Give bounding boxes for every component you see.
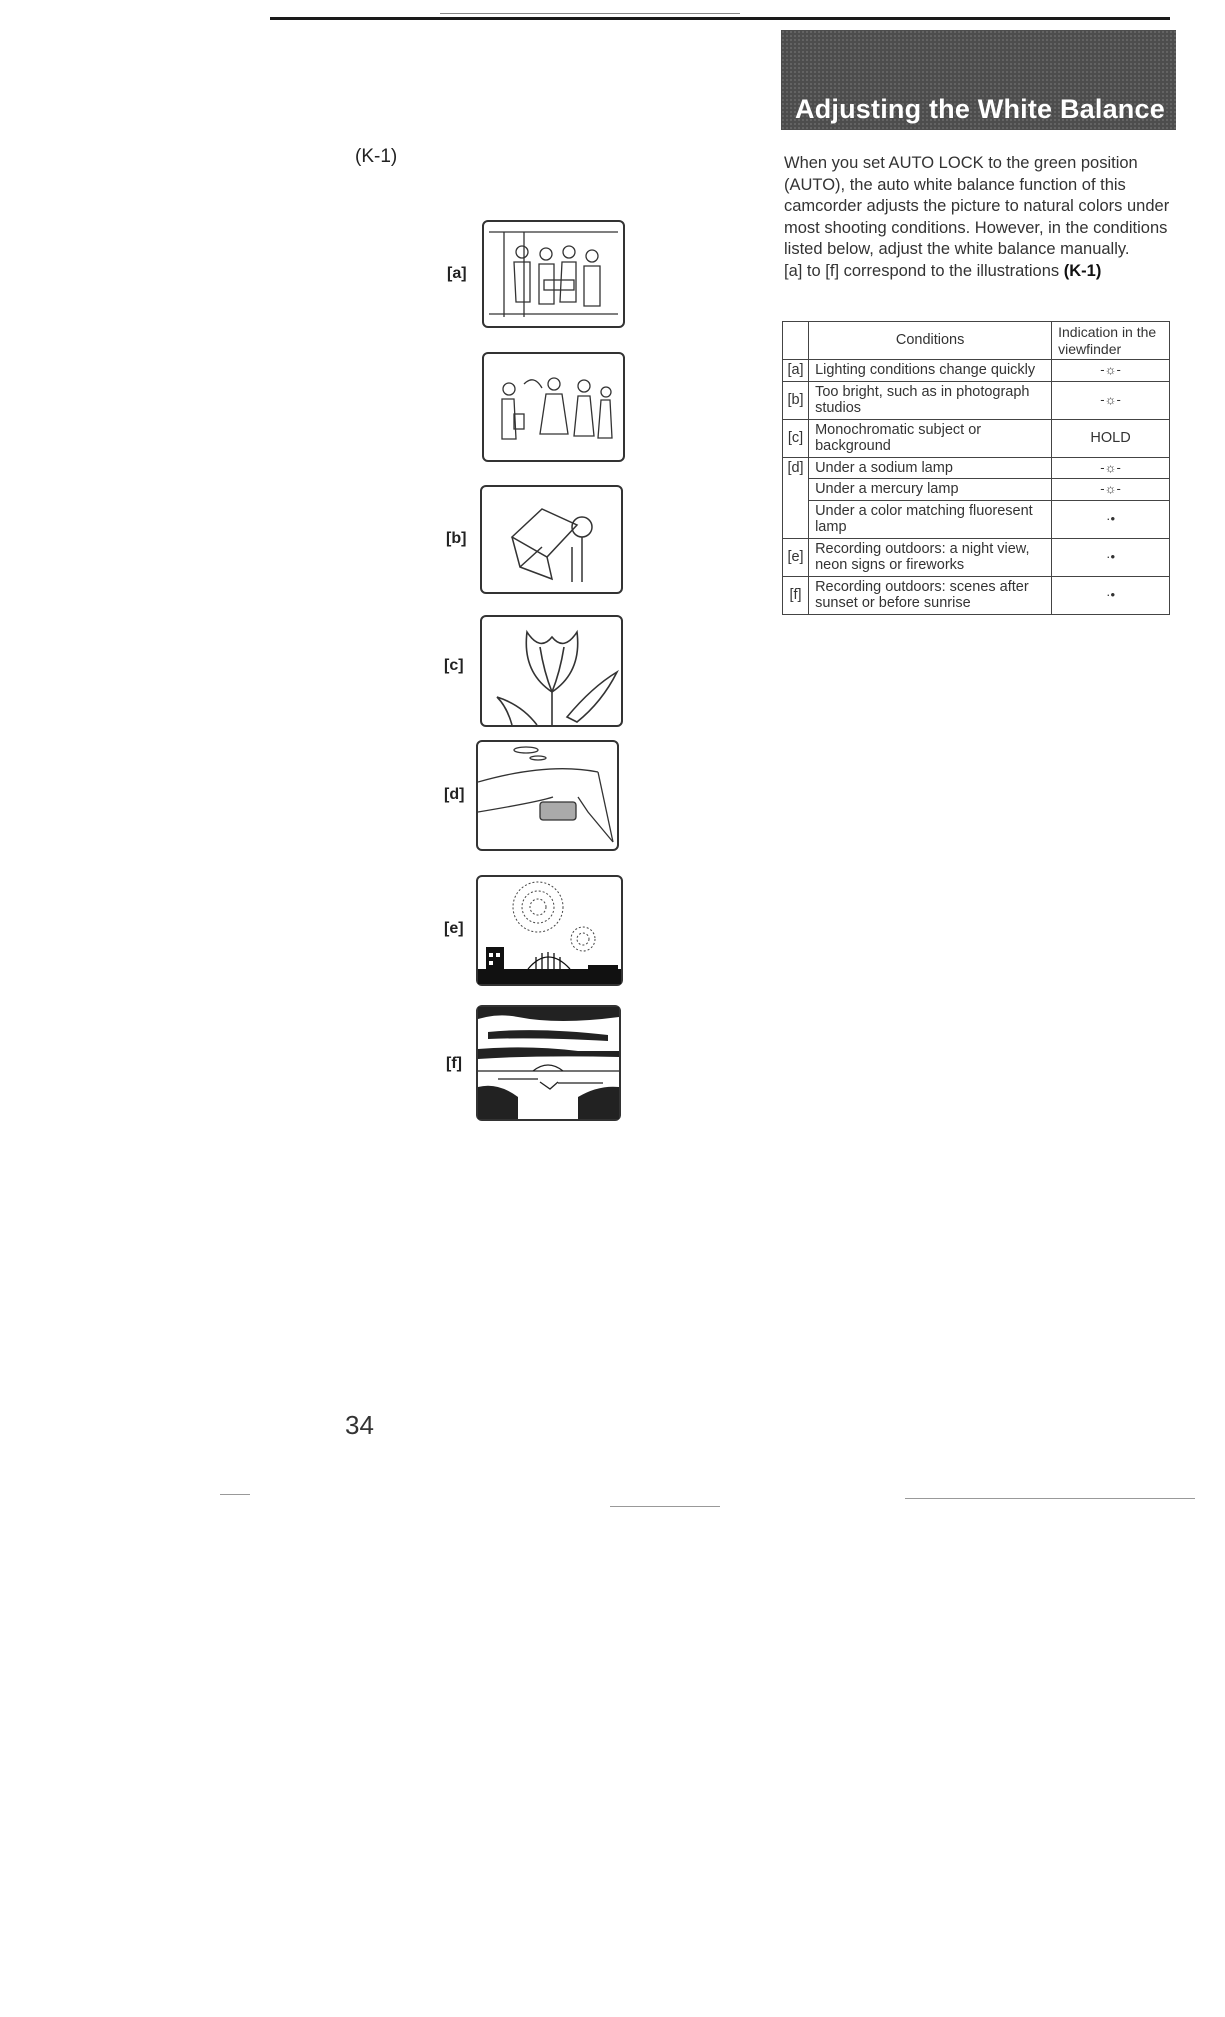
scan-artifact <box>905 1498 1195 1499</box>
top-rule-thin <box>440 13 740 14</box>
conditions-table <box>782 321 1170 615</box>
row-letter: [b] <box>783 381 809 419</box>
row-letter: [d] <box>783 457 809 538</box>
figure-item-f <box>476 1005 621 1121</box>
row-letter: [c] <box>783 419 809 457</box>
row-indication: -☼- <box>1052 457 1170 479</box>
page-number: 34 <box>345 1410 374 1440</box>
figure-item-a2 <box>482 352 625 462</box>
figure-item-letter-a: [a] <box>447 265 467 282</box>
figure-item-letter-f: [f] <box>446 1055 462 1072</box>
header-conditions: Conditions <box>809 322 1052 360</box>
dancers-icon <box>484 354 623 460</box>
table-row <box>783 457 1170 479</box>
studio-lamp-icon <box>482 487 621 592</box>
top-rule <box>270 17 1170 20</box>
row-indication: HOLD <box>1052 419 1170 457</box>
row-letter: [f] <box>783 576 809 614</box>
row-condition: Recording outdoors: a night view, neon signs or fireworks <box>809 538 1052 576</box>
row-indication: -☼- <box>1052 479 1170 501</box>
row-indication: ·• <box>1052 538 1170 576</box>
row-indication: -☼- <box>1052 381 1170 419</box>
sunset-icon <box>478 1007 619 1119</box>
intro-paragraph: When you set AUTO LOCK to the green position (AUTO), the auto white balance function of this camcorder adjusts the picture to natural colors under most shooting conditions. However, in the conditions listed below, adjust the white balance manually. <box>784 154 1170 258</box>
tulip-icon <box>482 617 621 725</box>
figure-item-letter-b: [b] <box>446 530 467 547</box>
correspond-line <box>784 261 1174 283</box>
correspond-text: [a] to [f] correspond to the illustrations <box>784 261 1064 280</box>
figure-item-letter-e: [e] <box>444 920 464 937</box>
row-letter: [e] <box>783 538 809 576</box>
table-row <box>783 381 1170 419</box>
page-title: Adjusting the White Balance <box>795 94 1165 124</box>
figure-item-a <box>482 220 625 328</box>
row-indication: ·• <box>1052 576 1170 614</box>
scan-artifact <box>220 1494 250 1495</box>
row-condition: Under a color matching fluoresent lamp <box>809 500 1052 538</box>
figure-item-e <box>476 875 623 986</box>
row-condition: Lighting conditions change quickly <box>809 360 1052 382</box>
row-letter: [a] <box>783 360 809 382</box>
row-condition: Monochromatic subject or background <box>809 419 1052 457</box>
fireworks-icon <box>478 877 621 984</box>
scan-artifact <box>610 1506 720 1507</box>
row-indication: ·• <box>1052 500 1170 538</box>
row-condition: Recording outdoors: scenes after sunset or before sunrise <box>809 576 1052 614</box>
intro-text <box>784 153 1174 282</box>
header-indication: Indication in the viewfinder <box>1052 322 1170 360</box>
row-condition: Under a mercury lamp <box>809 479 1052 501</box>
road-car-icon <box>478 742 617 849</box>
figure-item-letter-c: [c] <box>444 657 464 674</box>
table-row <box>783 479 1170 501</box>
figure-item-d <box>476 740 619 851</box>
row-condition: Under a sodium lamp <box>809 457 1052 479</box>
figure-item-letter-d: [d] <box>444 786 465 803</box>
correspond-ref: (K-1) <box>1063 261 1102 280</box>
table-header-row <box>783 322 1170 360</box>
table-row <box>783 360 1170 382</box>
figure-label: (K-1) <box>355 146 398 167</box>
people-indoor-icon <box>484 222 623 326</box>
row-condition: Too bright, such as in photograph studios <box>809 381 1052 419</box>
table-row <box>783 419 1170 457</box>
table-row <box>783 500 1170 538</box>
table-row <box>783 538 1170 576</box>
table-row <box>783 576 1170 614</box>
figure-item-c <box>480 615 623 727</box>
row-indication: -☼- <box>1052 360 1170 382</box>
header-letter-cell <box>783 322 809 360</box>
figure-item-b <box>480 485 623 594</box>
